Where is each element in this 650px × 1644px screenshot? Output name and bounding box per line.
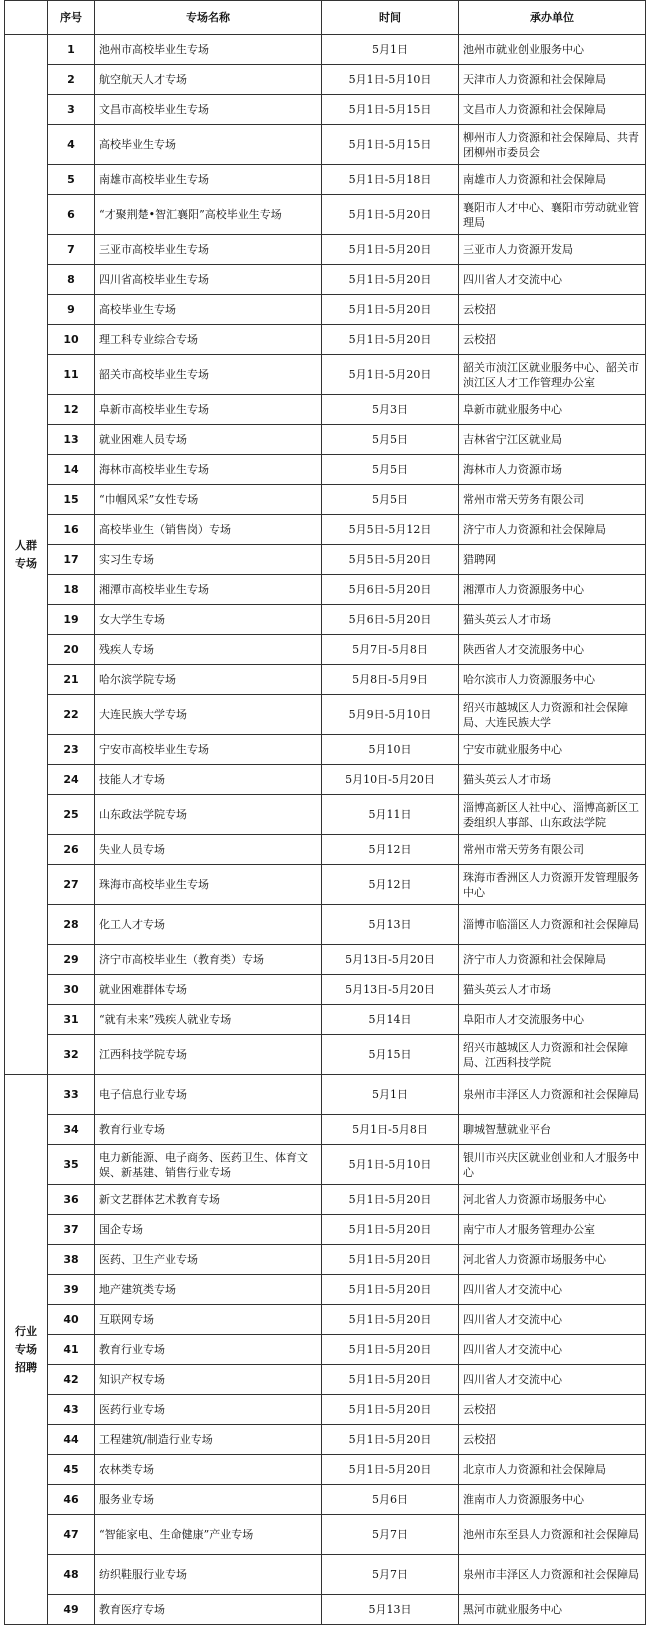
table-row xyxy=(5,195,646,235)
table-row xyxy=(5,695,646,735)
job-fair-schedule-table xyxy=(4,0,646,1625)
organizer-cell: 四川省人才交流中心 xyxy=(459,1305,646,1335)
time-cell: 5月6日 xyxy=(322,1485,459,1515)
time-cell: 5月15日 xyxy=(322,1035,459,1075)
organizer-cell: 聊城智慧就业平台 xyxy=(459,1115,646,1145)
time-cell: 5月13日-5月20日 xyxy=(322,945,459,975)
number-cell: 45 xyxy=(48,1455,95,1485)
time-cell: 5月12日 xyxy=(322,865,459,905)
table-row xyxy=(5,605,646,635)
session-name-cell: “巾帼风采”女性专场 xyxy=(95,485,322,515)
session-name-cell: 珠海市高校毕业生专场 xyxy=(95,865,322,905)
time-cell: 5月14日 xyxy=(322,1005,459,1035)
table-row xyxy=(5,1595,646,1625)
number-cell: 47 xyxy=(48,1515,95,1555)
organizer-cell: 黑河市就业服务中心 xyxy=(459,1595,646,1625)
number-cell: 23 xyxy=(48,735,95,765)
organizer-cell: 泉州市丰泽区人力资源和社会保障局 xyxy=(459,1075,646,1115)
organizer-cell: 阜阳市人才交流服务中心 xyxy=(459,1005,646,1035)
table-row xyxy=(5,905,646,945)
number-cell: 29 xyxy=(48,945,95,975)
organizer-cell: 文昌市人力资源和社会保障局 xyxy=(459,95,646,125)
table-row xyxy=(5,295,646,325)
number-cell: 46 xyxy=(48,1485,95,1515)
session-name-cell: “智能家电、生命健康”产业专场 xyxy=(95,1515,322,1555)
category-cell: 人群 专场 xyxy=(5,35,48,1075)
organizer-cell: 北京市人力资源和社会保障局 xyxy=(459,1455,646,1485)
table-row xyxy=(5,1365,646,1395)
table-row xyxy=(5,665,646,695)
category-cell: 行业 专场 招聘 xyxy=(5,1075,48,1625)
number-cell: 17 xyxy=(48,545,95,575)
time-cell: 5月1日-5月20日 xyxy=(322,325,459,355)
number-cell: 6 xyxy=(48,195,95,235)
table-row xyxy=(5,1395,646,1425)
table-row xyxy=(5,515,646,545)
session-name-cell: 医药行业专场 xyxy=(95,1395,322,1425)
session-name-cell: 四川省高校毕业生专场 xyxy=(95,265,322,295)
session-name-cell: 高校毕业生专场 xyxy=(95,125,322,165)
time-cell: 5月1日-5月20日 xyxy=(322,195,459,235)
session-name-cell: 工程建筑/制造行业专场 xyxy=(95,1425,322,1455)
organizer-cell: 济宁市人力资源和社会保障局 xyxy=(459,515,646,545)
organizer-cell: 济宁市人力资源和社会保障局 xyxy=(459,945,646,975)
organizer-cell: 襄阳市人才中心、襄阳市劳动就业管理局 xyxy=(459,195,646,235)
table-row xyxy=(5,1425,646,1455)
time-cell: 5月5日 xyxy=(322,485,459,515)
time-cell: 5月1日-5月20日 xyxy=(322,1275,459,1305)
organizer-cell: 海林市人力资源市场 xyxy=(459,455,646,485)
number-cell: 19 xyxy=(48,605,95,635)
number-cell: 34 xyxy=(48,1115,95,1145)
session-name-cell: 电力新能源、电子商务、医药卫生、体育文娱、新基建、销售行业专场 xyxy=(95,1145,322,1185)
table-row xyxy=(5,355,646,395)
table-row xyxy=(5,945,646,975)
session-name-cell: 新文艺群体艺术教育专场 xyxy=(95,1185,322,1215)
table-row xyxy=(5,795,646,835)
time-cell: 5月5日-5月20日 xyxy=(322,545,459,575)
organizer-cell: 陕西省人才交流服务中心 xyxy=(459,635,646,665)
table-row xyxy=(5,1305,646,1335)
organizer-cell: 南雄市人力资源和社会保障局 xyxy=(459,165,646,195)
session-name-cell: 地产建筑类专场 xyxy=(95,1275,322,1305)
session-name-cell: 航空航天人才专场 xyxy=(95,65,322,95)
session-name-cell: 韶关市高校毕业生专场 xyxy=(95,355,322,395)
session-name-cell: 纺织鞋服行业专场 xyxy=(95,1555,322,1595)
organizer-cell: 南宁市人才服务管理办公室 xyxy=(459,1215,646,1245)
time-cell: 5月7日-5月8日 xyxy=(322,635,459,665)
time-cell: 5月6日-5月20日 xyxy=(322,605,459,635)
session-name-cell: 技能人才专场 xyxy=(95,765,322,795)
session-name-cell: 医药、卫生产业专场 xyxy=(95,1245,322,1275)
session-name-cell: “才聚荆楚•智汇襄阳”高校毕业生专场 xyxy=(95,195,322,235)
table-row xyxy=(5,1245,646,1275)
time-cell: 5月7日 xyxy=(322,1515,459,1555)
organizer-cell: 猫头英云人才市场 xyxy=(459,765,646,795)
table-row xyxy=(5,735,646,765)
number-cell: 27 xyxy=(48,865,95,905)
table-row xyxy=(5,95,646,125)
time-cell: 5月13日 xyxy=(322,905,459,945)
table-row xyxy=(5,395,646,425)
time-cell: 5月1日-5月20日 xyxy=(322,1455,459,1485)
session-name-cell: 实习生专场 xyxy=(95,545,322,575)
table-row xyxy=(5,1005,646,1035)
table-row xyxy=(5,1185,646,1215)
table-row xyxy=(5,1455,646,1485)
table-row xyxy=(5,1035,646,1075)
table-row xyxy=(5,1115,646,1145)
table-row xyxy=(5,1145,646,1185)
session-name-cell: 就业困难人员专场 xyxy=(95,425,322,455)
number-cell: 32 xyxy=(48,1035,95,1075)
number-cell: 1 xyxy=(48,35,95,65)
number-cell: 31 xyxy=(48,1005,95,1035)
number-cell: 24 xyxy=(48,765,95,795)
header-time: 时间 xyxy=(322,1,459,35)
number-cell: 36 xyxy=(48,1185,95,1215)
number-cell: 14 xyxy=(48,455,95,485)
time-cell: 5月1日-5月20日 xyxy=(322,235,459,265)
number-cell: 5 xyxy=(48,165,95,195)
number-cell: 22 xyxy=(48,695,95,735)
session-name-cell: 宁安市高校毕业生专场 xyxy=(95,735,322,765)
table-row xyxy=(5,1335,646,1365)
header-number: 序号 xyxy=(48,1,95,35)
organizer-cell: 湘潭市人力资源服务中心 xyxy=(459,575,646,605)
time-cell: 5月1日-5月10日 xyxy=(322,1145,459,1185)
session-name-cell: 阜新市高校毕业生专场 xyxy=(95,395,322,425)
number-cell: 11 xyxy=(48,355,95,395)
organizer-cell: 绍兴市越城区人力资源和社会保障局、江西科技学院 xyxy=(459,1035,646,1075)
number-cell: 3 xyxy=(48,95,95,125)
time-cell: 5月13日-5月20日 xyxy=(322,975,459,1005)
organizer-cell: 珠海市香洲区人力资源开发管理服务中心 xyxy=(459,865,646,905)
time-cell: 5月1日-5月20日 xyxy=(322,1185,459,1215)
session-name-cell: 电子信息行业专场 xyxy=(95,1075,322,1115)
number-cell: 39 xyxy=(48,1275,95,1305)
table-row xyxy=(5,1555,646,1595)
session-name-cell: 失业人员专场 xyxy=(95,835,322,865)
table-row xyxy=(5,1075,646,1115)
time-cell: 5月13日 xyxy=(322,1595,459,1625)
table-row xyxy=(5,1275,646,1305)
number-cell: 43 xyxy=(48,1395,95,1425)
number-cell: 35 xyxy=(48,1145,95,1185)
time-cell: 5月1日-5月20日 xyxy=(322,1245,459,1275)
organizer-cell: 河北省人力资源市场服务中心 xyxy=(459,1245,646,1275)
table-row xyxy=(5,545,646,575)
number-cell: 49 xyxy=(48,1595,95,1625)
organizer-cell: 阜新市就业服务中心 xyxy=(459,395,646,425)
time-cell: 5月1日-5月10日 xyxy=(322,65,459,95)
session-name-cell: 大连民族大学专场 xyxy=(95,695,322,735)
table-body xyxy=(5,35,646,1625)
organizer-cell: 柳州市人力资源和社会保障局、共青团柳州市委员会 xyxy=(459,125,646,165)
number-cell: 30 xyxy=(48,975,95,1005)
session-name-cell: 南雄市高校毕业生专场 xyxy=(95,165,322,195)
table-row xyxy=(5,575,646,605)
number-cell: 41 xyxy=(48,1335,95,1365)
organizer-cell: 天津市人力资源和社会保障局 xyxy=(459,65,646,95)
number-cell: 21 xyxy=(48,665,95,695)
table-row xyxy=(5,165,646,195)
time-cell: 5月11日 xyxy=(322,795,459,835)
time-cell: 5月1日-5月20日 xyxy=(322,1335,459,1365)
time-cell: 5月8日-5月9日 xyxy=(322,665,459,695)
table-row xyxy=(5,325,646,355)
session-name-cell: 文昌市高校毕业生专场 xyxy=(95,95,322,125)
time-cell: 5月1日-5月8日 xyxy=(322,1115,459,1145)
session-name-cell: 江西科技学院专场 xyxy=(95,1035,322,1075)
session-name-cell: 残疾人专场 xyxy=(95,635,322,665)
number-cell: 42 xyxy=(48,1365,95,1395)
table-row xyxy=(5,1515,646,1555)
time-cell: 5月9日-5月10日 xyxy=(322,695,459,735)
organizer-cell: 宁安市就业服务中心 xyxy=(459,735,646,765)
session-name-cell: 济宁市高校毕业生（教育类）专场 xyxy=(95,945,322,975)
session-name-cell: 互联网专场 xyxy=(95,1305,322,1335)
time-cell: 5月3日 xyxy=(322,395,459,425)
table-row xyxy=(5,1485,646,1515)
session-name-cell: 哈尔滨学院专场 xyxy=(95,665,322,695)
session-name-cell: 湘潭市高校毕业生专场 xyxy=(95,575,322,605)
table-row xyxy=(5,765,646,795)
table-row xyxy=(5,635,646,665)
number-cell: 16 xyxy=(48,515,95,545)
table-row xyxy=(5,125,646,165)
session-name-cell: 三亚市高校毕业生专场 xyxy=(95,235,322,265)
table-row xyxy=(5,835,646,865)
table-row xyxy=(5,865,646,905)
number-cell: 12 xyxy=(48,395,95,425)
time-cell: 5月1日 xyxy=(322,35,459,65)
organizer-cell: 四川省人才交流中心 xyxy=(459,1335,646,1365)
session-name-cell: 国企专场 xyxy=(95,1215,322,1245)
organizer-cell: 河北省人力资源市场服务中心 xyxy=(459,1185,646,1215)
number-cell: 7 xyxy=(48,235,95,265)
table-row xyxy=(5,455,646,485)
number-cell: 9 xyxy=(48,295,95,325)
number-cell: 2 xyxy=(48,65,95,95)
time-cell: 5月1日 xyxy=(322,1075,459,1115)
organizer-cell: 猫头英云人才市场 xyxy=(459,975,646,1005)
organizer-cell: 吉林省宁江区就业局 xyxy=(459,425,646,455)
session-name-cell: 知识产权专场 xyxy=(95,1365,322,1395)
organizer-cell: 四川省人才交流中心 xyxy=(459,1275,646,1305)
number-cell: 37 xyxy=(48,1215,95,1245)
time-cell: 5月1日-5月20日 xyxy=(322,265,459,295)
organizer-cell: 云校招 xyxy=(459,1395,646,1425)
time-cell: 5月1日-5月20日 xyxy=(322,1215,459,1245)
organizer-cell: 泉州市丰泽区人力资源和社会保障局 xyxy=(459,1555,646,1595)
time-cell: 5月7日 xyxy=(322,1555,459,1595)
organizer-cell: 池州市就业创业服务中心 xyxy=(459,35,646,65)
table-row xyxy=(5,485,646,515)
organizer-cell: 韶关市浈江区就业服务中心、韶关市浈江区人才工作管理办公室 xyxy=(459,355,646,395)
session-name-cell: 服务业专场 xyxy=(95,1485,322,1515)
organizer-cell: 绍兴市越城区人力资源和社会保障局、大连民族大学 xyxy=(459,695,646,735)
number-cell: 8 xyxy=(48,265,95,295)
organizer-cell: 云校招 xyxy=(459,295,646,325)
time-cell: 5月1日-5月15日 xyxy=(322,125,459,165)
number-cell: 40 xyxy=(48,1305,95,1335)
organizer-cell: 猎聘网 xyxy=(459,545,646,575)
number-cell: 28 xyxy=(48,905,95,945)
number-cell: 20 xyxy=(48,635,95,665)
session-name-cell: 山东政法学院专场 xyxy=(95,795,322,835)
session-name-cell: “就有未来”残疾人就业专场 xyxy=(95,1005,322,1035)
time-cell: 5月1日-5月20日 xyxy=(322,1425,459,1455)
time-cell: 5月1日-5月20日 xyxy=(322,355,459,395)
time-cell: 5月1日-5月20日 xyxy=(322,1365,459,1395)
time-cell: 5月1日-5月20日 xyxy=(322,295,459,325)
number-cell: 33 xyxy=(48,1075,95,1115)
number-cell: 4 xyxy=(48,125,95,165)
number-cell: 18 xyxy=(48,575,95,605)
time-cell: 5月1日-5月20日 xyxy=(322,1395,459,1425)
time-cell: 5月1日-5月15日 xyxy=(322,95,459,125)
session-name-cell: 就业困难群体专场 xyxy=(95,975,322,1005)
number-cell: 25 xyxy=(48,795,95,835)
table-row xyxy=(5,1215,646,1245)
number-cell: 44 xyxy=(48,1425,95,1455)
time-cell: 5月12日 xyxy=(322,835,459,865)
organizer-cell: 三亚市人力资源开发局 xyxy=(459,235,646,265)
organizer-cell: 常州市常天劳务有限公司 xyxy=(459,485,646,515)
organizer-cell: 淄博市临淄区人力资源和社会保障局 xyxy=(459,905,646,945)
session-name-cell: 女大学生专场 xyxy=(95,605,322,635)
organizer-cell: 猫头英云人才市场 xyxy=(459,605,646,635)
time-cell: 5月1日-5月18日 xyxy=(322,165,459,195)
organizer-cell: 四川省人才交流中心 xyxy=(459,1365,646,1395)
header-category xyxy=(5,1,48,35)
session-name-cell: 高校毕业生专场 xyxy=(95,295,322,325)
table-row xyxy=(5,235,646,265)
organizer-cell: 四川省人才交流中心 xyxy=(459,265,646,295)
number-cell: 13 xyxy=(48,425,95,455)
organizer-cell: 银川市兴庆区就业创业和人才服务中心 xyxy=(459,1145,646,1185)
time-cell: 5月6日-5月20日 xyxy=(322,575,459,605)
organizer-cell: 淄博高新区人社中心、淄博高新区工委组织人事部、山东政法学院 xyxy=(459,795,646,835)
table-row xyxy=(5,265,646,295)
time-cell: 5月5日 xyxy=(322,455,459,485)
number-cell: 38 xyxy=(48,1245,95,1275)
table-row xyxy=(5,975,646,1005)
organizer-cell: 池州市东至县人力资源和社会保障局 xyxy=(459,1515,646,1555)
number-cell: 15 xyxy=(48,485,95,515)
table-row xyxy=(5,35,646,65)
number-cell: 26 xyxy=(48,835,95,865)
header-session-name: 专场名称 xyxy=(95,1,322,35)
session-name-cell: 理工科专业综合专场 xyxy=(95,325,322,355)
session-name-cell: 教育医疗专场 xyxy=(95,1595,322,1625)
organizer-cell: 哈尔滨市人力资源服务中心 xyxy=(459,665,646,695)
session-name-cell: 教育行业专场 xyxy=(95,1335,322,1365)
time-cell: 5月10日 xyxy=(322,735,459,765)
table-header-row xyxy=(5,1,646,35)
table-row xyxy=(5,65,646,95)
time-cell: 5月5日 xyxy=(322,425,459,455)
time-cell: 5月10日-5月20日 xyxy=(322,765,459,795)
session-name-cell: 海林市高校毕业生专场 xyxy=(95,455,322,485)
organizer-cell: 淮南市人力资源服务中心 xyxy=(459,1485,646,1515)
organizer-cell: 云校招 xyxy=(459,325,646,355)
time-cell: 5月5日-5月12日 xyxy=(322,515,459,545)
session-name-cell: 高校毕业生（销售岗）专场 xyxy=(95,515,322,545)
session-name-cell: 化工人才专场 xyxy=(95,905,322,945)
number-cell: 10 xyxy=(48,325,95,355)
organizer-cell: 云校招 xyxy=(459,1425,646,1455)
session-name-cell: 农林类专场 xyxy=(95,1455,322,1485)
number-cell: 48 xyxy=(48,1555,95,1595)
time-cell: 5月1日-5月20日 xyxy=(322,1305,459,1335)
session-name-cell: 教育行业专场 xyxy=(95,1115,322,1145)
header-organizer: 承办单位 xyxy=(459,1,646,35)
table-row xyxy=(5,425,646,455)
session-name-cell: 池州市高校毕业生专场 xyxy=(95,35,322,65)
organizer-cell: 常州市常天劳务有限公司 xyxy=(459,835,646,865)
